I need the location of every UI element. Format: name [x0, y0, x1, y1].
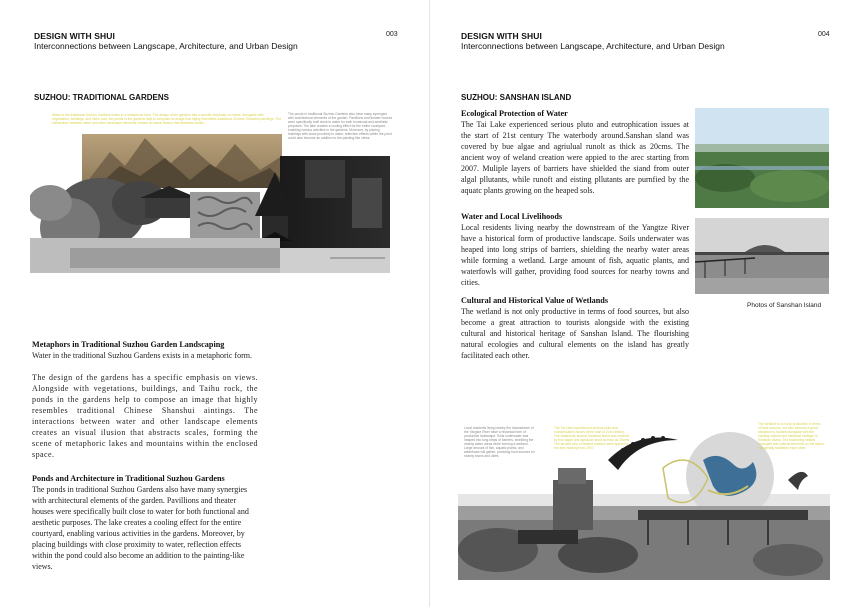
- collage-note-left: Water in the traditional Suzhou Gardens exists in a metaphoric form. The design of the gardens has a specific emphasis on views. Alongside with vegetations, buildings, and Taihu rock, the ponds in the gardens help to compose an image that highly resembles traditional Chinese Shanshui paintings. The interactions between water and other landscape elements creates an visual illusion that abstracts scales.: [52, 113, 282, 125]
- garden-collage: [30, 108, 400, 273]
- metaphors-block: [32, 339, 258, 460]
- collage-note-2: The Tai Lake experienced serious pluto and eutrophication issues at the start of 21st century. The waterbody around Sanshan sland was covered by bue algae and agriulual runolt as thick as 20cms. The ancient woy of weland creation were appied to the arec starting from 2007.: [554, 426, 630, 450]
- wetlands-paragraph: The wetland is not only productive in terms of food sources, but also become a great attraction to tourists alongside with the existing cultural and historical heritage of Sanshan Island. The flourishing natural ecologies and cultural elements on the island has greatly facilitated each other.: [461, 307, 689, 360]
- section-title: SUZHOU: TRADITIONAL GARDENS: [34, 93, 169, 102]
- header-subtitle: Interconnections between Langscape, Architecture, and Urban Design: [34, 41, 298, 51]
- ponds-paragraph: The ponds in traditional Suzhou Gardens also have many synergies with architectural elements of the garden. Pavillions and theater houses were specifically built close to water for both functional and aesthetic purposes. The lake creates a cooling effect for the entire courtyard, enabling various activities in the gardens. Moreover, by placing buildings with close proximity to water, reflection effects within the pond could also become an addition to the painting-like views.: [32, 485, 249, 571]
- metaphors-paragraph-1: Water in the traditional Suzhou Gardens exists in a metaphoric form.: [32, 351, 252, 360]
- page-number: 003: [386, 31, 398, 38]
- right-page: [430, 0, 859, 607]
- livelihoods-block: [461, 211, 689, 288]
- header-title: DESIGN WITH SHUI: [461, 31, 542, 41]
- header-subtitle: Interconnections between Langscape, Architecture, and Urban Design: [461, 41, 725, 51]
- collage-note-3: The wetland is not only productive in terms of food sources, but also become a great attraction to tourists alongside with the existing cultural and historical heritage of Sanshan Island. The flourishing natural ecologies and cultural elements on the island has greatly facilitated each other.: [758, 422, 824, 450]
- wetlands-heading: Cultural and Historical Value of Wetlands: [461, 296, 609, 305]
- wetland-collage: [458, 420, 830, 580]
- sanshan-photo-1: [695, 108, 829, 208]
- ponds-heading: Ponds and Architecture in Traditional Suzhou Gardens: [32, 474, 225, 483]
- sanshan-photo-2: [695, 218, 829, 294]
- section-title: SUZHOU: SANSHAN ISLAND: [461, 93, 572, 102]
- livelihoods-heading: Water and Local Livelihoods: [461, 212, 563, 221]
- ponds-block: [32, 473, 258, 572]
- wetlands-block: [461, 295, 689, 361]
- photo-caption: Photos of Sanshan Island: [747, 302, 822, 309]
- metaphors-heading: Metaphors in Traditional Suzhou Garden Landscaping: [32, 340, 225, 349]
- ecological-paragraph: The Tai Lake experienced serious pluto and eutrophication issues at the start of 21st century The waterbody around.Sanshan sland was covered by bue algae and agriulual runolt as thick as 20cms. The ancient woy of weland creation were appied to the arec starting from 2007. Muliple layers of barriers have shielded the siand from outer algal pllutants, while runoft and eisting pllutants are purnfied by the aquatc plants growing on the heaped sols.: [461, 120, 689, 195]
- header-title: DESIGN WITH SHUI: [34, 31, 115, 41]
- collage-note-1: Local residents living nearby the downstream of the Yangtze River have a historical form of productive landscape. Soils underwater was heaped into long strips of barriers, shielding the nearby water areas while forming a wetland. Large amount of fish, aquatic plants, and waterfowls will gather, providing food sources for nearby towns and cities.: [464, 426, 535, 458]
- left-page: [0, 0, 429, 607]
- metaphors-paragraph-2: The design of the gardens has a specific emphasis on views. Alongside with vegetations, buildings, and Taihu rock, the ponds in the gardens help to compose an image that highly resembles traditional Chinese Shanshui aintings. The interactions between water and other landscape elements creates an visual ilusion that abstracts scales, forming the scene of metaphoric lakes and mountains within the enclosed space.: [32, 373, 258, 459]
- ecological-heading: Ecological Protection of Water: [461, 109, 568, 118]
- page-number: 004: [818, 31, 830, 38]
- livelihoods-paragraph: Local residents living nearby the downstream of the Yangtze River have a historical form of productive landscape. Soils underwater was heaped into long strips of barriers, shielding the nearby water areas while forming a wetland. Large amount of fish, aquatic plants, and waterfowls will gather, providing food sources for nearby towns and cities.: [461, 223, 689, 287]
- collage-note-right: The ponds in traditional Suzhou Gardens also have many synergies with architectural elements of the garden. Pavillions and theater houses were specifically built close to water for both functional and aesthetic purposes. The lake creates a cooling effect for the entire courtyard, enabling various activities in the gardens. Moreover, by placing buildings with close proximity to water, reflection effects within the pond could also become an addition to the painting-like views.: [288, 112, 393, 140]
- ecological-block: [461, 108, 689, 196]
